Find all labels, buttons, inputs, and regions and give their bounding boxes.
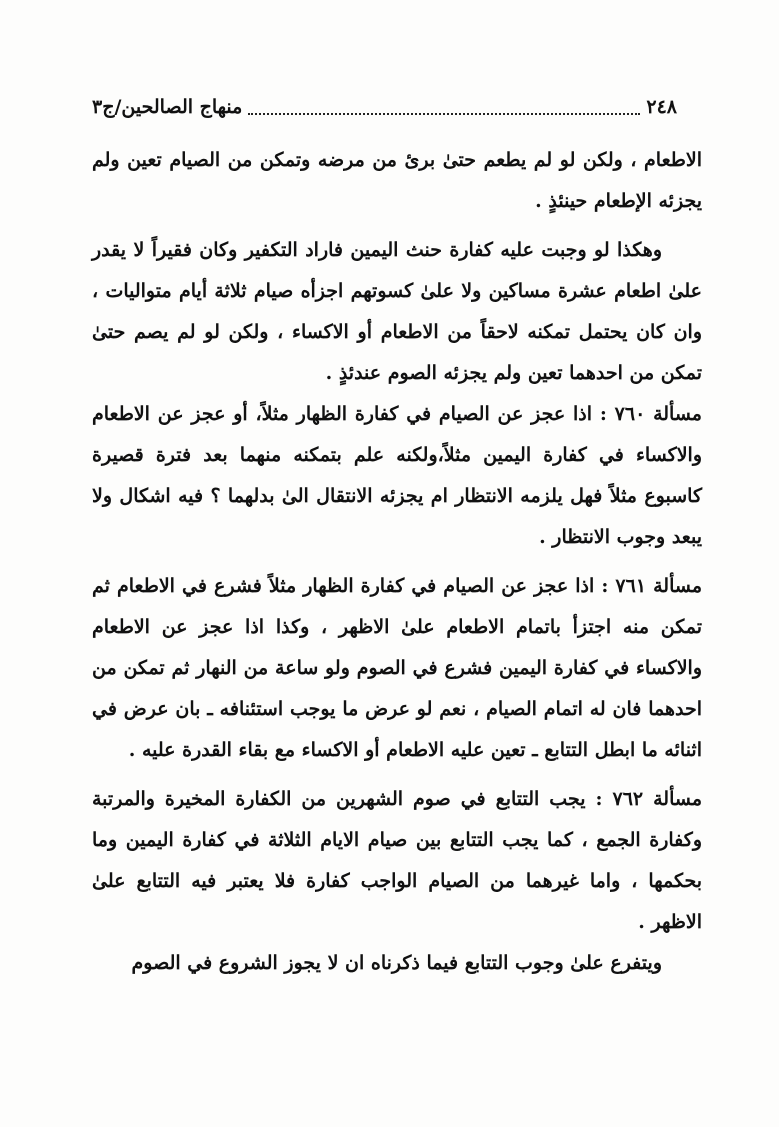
- masala-762: [92, 779, 702, 943]
- masala-761: [92, 566, 702, 771]
- paragraph-1: [92, 140, 702, 222]
- paragraph-text: اذا عجز عن الصيام في كفارة الظهار مثلاً فشرع في الاطعام ثم تمكن منه اجتزأ باتمام الاطعام علىٰ الاظهر ، وكذا اذا عجز عن الاطعام والاكساء في كفارة اليمين فشرع في الصوم ولو ساعة من النهار ثم تمكن من احدهما فان له اتمام الصيام ، نعم لو عرض ما يوجب استئنافه ـ بان عرض في اثنائه ما ابطل التتابع ـ تعين عليه الاطعام أو الاكساء مع بقاء القدرة عليه .: [92, 575, 702, 761]
- paragraph-6: [92, 943, 702, 984]
- masala-760: [92, 394, 702, 558]
- paragraph-text: وهكذا لو وجبت عليه كفارة حنث اليمين فاراد التكفير وكان فقيراً لا يقدر علىٰ اطعام عشرة مساكين ولا علىٰ كسوتهم اجزأه صيام ثلاثة أيام متواليات ، وان كان يحتمل تمكنه لاحقاً من الاطعام أو الاكساء ، ولكن لو لم يصم حتىٰ تمكن من احدهما تعين ولم يجزئه الصوم عندئذٍ .: [92, 239, 702, 384]
- paragraph-text: يجب التتابع في صوم الشهرين من الكفارة المخيرة والمرتبة وكفارة الجمع ، كما يجب التتابع بين صيام الايام الثلاثة في كفارة اليمين وما بحكمها ، واما غيرهما من الصيام الواجب كفارة فلا يعتبر فيه التتابع علىٰ الاظهر .: [92, 788, 702, 933]
- paragraph-text: ويتفرع علىٰ وجوب التتابع فيما ذكرناه ان لا يجوز الشروع في الصوم: [131, 952, 662, 974]
- paragraph-text: اذا عجز عن الصيام في كفارة الظهار مثلاً، أو عجز عن الاطعام والاكساء في كفارة اليمين مثلاً،ولكنه علم بتمكنه منهما بعد فترة قصيرة كاسبوع مثلاً فهل يلزمه الانتظار ام يجزئه الانتقال الىٰ بدلهما ؟ فيه اشكال ولا يبعد وجوب الانتظار .: [92, 403, 703, 548]
- masala-label: مسألة ٧٦٢ :: [595, 788, 702, 810]
- book-title: منهاج الصالحين/ج٣: [92, 96, 243, 118]
- paragraph-text: الاطعام ، ولكن لو لم يطعم حتىٰ برئ من مرضه وتمكن من الصيام تعين ولم يجزئه الإطعام حينئذٍ .: [92, 149, 702, 212]
- page-body: [92, 140, 702, 984]
- masala-label: مسألة ٧٦١ :: [601, 575, 703, 597]
- page-number: ٢٤٨: [646, 96, 677, 118]
- paragraph-2: [92, 230, 702, 394]
- header-dot-leader: [248, 99, 640, 115]
- masala-label: مسألة ٧٦٠ :: [599, 403, 702, 425]
- page-header: [92, 92, 677, 122]
